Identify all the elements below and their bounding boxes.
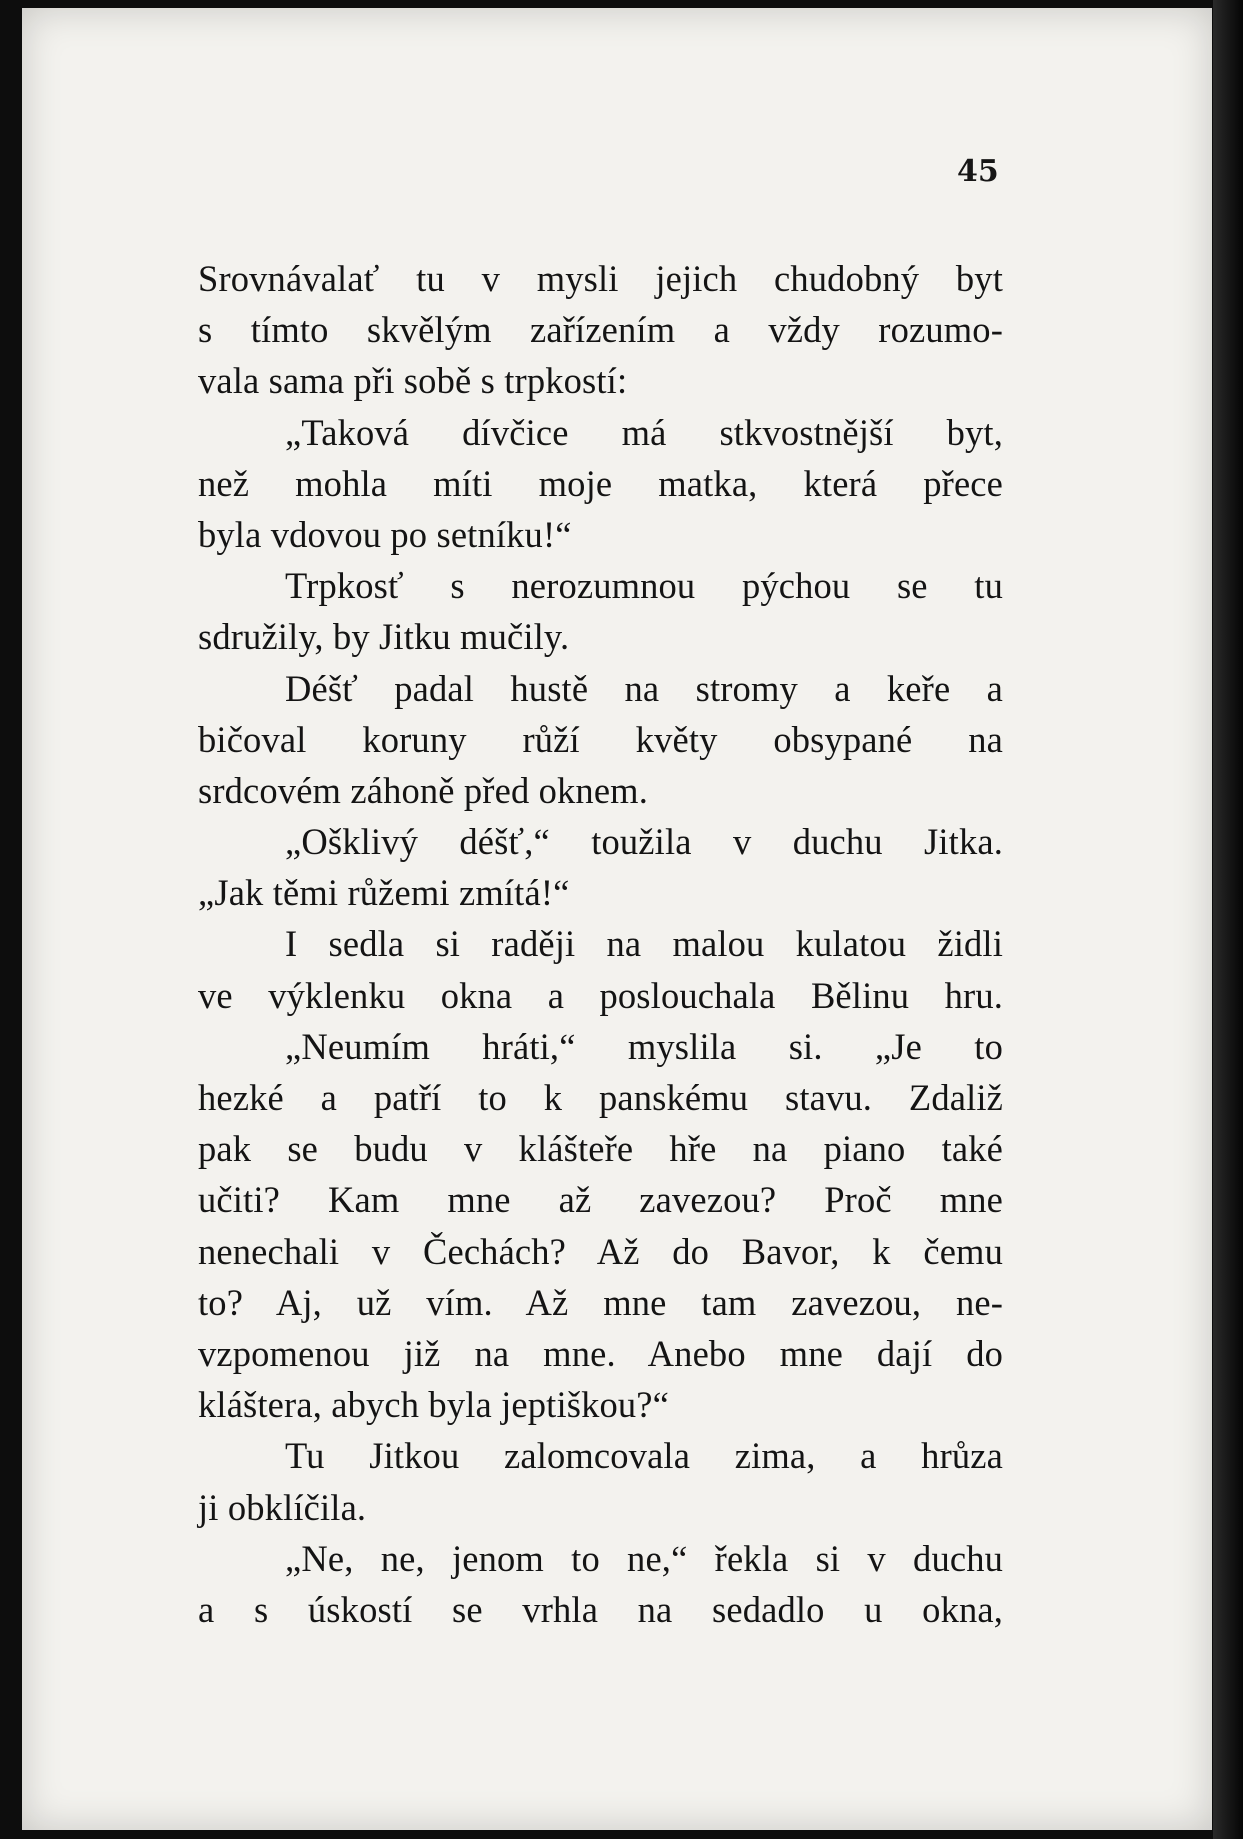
text-line: nenechali v Čechách? Až do Bavor, k čemu (198, 1230, 1003, 1272)
text-line: než mohla míti moje matka, která přece (198, 462, 1003, 504)
text-line: s tímto skvělým zařízením a vždy rozumo- (198, 309, 1003, 351)
text-line: sdružily, by Jitku mučily. (198, 616, 570, 658)
text-line: ve výklenku okna a poslouchala Bělinu hru. (198, 974, 1003, 1016)
text-line: Srovnávalať tu v mysli jejich chudobný byt (198, 258, 1003, 299)
text-line: Déšť padal hustě na stromy a keře a (285, 667, 1003, 709)
text-line: „Jak těmi růžemi zmítá!“ (198, 872, 570, 914)
text-line: pak se budu v klášteře hře na piano také (198, 1128, 1003, 1170)
text-line: „Neumím hráti,“ myslila si. „Je to (285, 1025, 1003, 1067)
page-edge-shadow (1213, 0, 1243, 1839)
text-line: vala sama při sobě s trpkostí: (198, 360, 628, 402)
text-line: a s úskostí se vrhla na sedadlo u okna, (198, 1588, 1003, 1630)
book-page (22, 8, 1212, 1830)
text-line: hezké a patří to k panskému stavu. Zdaliž (198, 1077, 1003, 1118)
text-line: „Taková dívčice má stkvostnější byt, (285, 411, 1003, 453)
text-line: „Ošklivý déšť,“ toužila v duchu Jitka. (285, 821, 1003, 863)
text-line: ji obklíčila. (198, 1486, 367, 1528)
text-line: srdcovém záhoně před oknem. (198, 769, 648, 811)
text-line: Trpkosť s nerozumnou pýchou se tu (285, 565, 1003, 607)
text-line: to? Aj, už vím. Až mne tam zavezou, ne- (198, 1281, 1003, 1323)
text-line: bičoval koruny růží květy obsypané na (198, 718, 1003, 760)
page-number: 45 (957, 154, 999, 189)
body-text (198, 253, 1003, 1635)
text-line: I sedla si raději na malou kulatou židli (285, 923, 1003, 965)
text-line: „Ne, ne, jenom to ne,“ řekla si v duchu (285, 1537, 1003, 1579)
text-line: vzpomenou již na mne. Anebo mne dají do (198, 1332, 1003, 1374)
text-line: byla vdovou po setníku!“ (198, 513, 572, 555)
text-line: učiti? Kam mne až zavezou? Proč mne (198, 1179, 1003, 1221)
text-line: kláštera, abych byla jeptiškou?“ (198, 1384, 670, 1426)
text-line: Tu Jitkou zalomcovala zima, a hrůza (285, 1435, 1003, 1477)
